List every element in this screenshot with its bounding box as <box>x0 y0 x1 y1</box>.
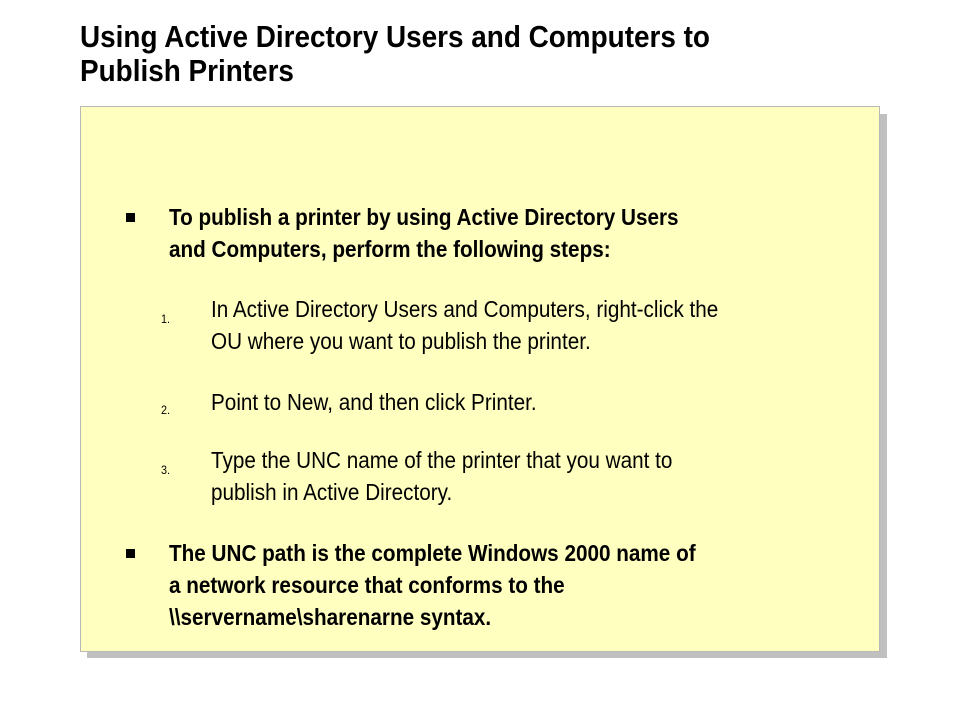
step-3-line-1: Type the UNC name of the printer that you want to <box>211 447 673 473</box>
step-3-line-2: publish in Active Directory. <box>211 479 453 505</box>
slide-title-line-1: Using Active Directory Users and Computers to <box>80 19 710 54</box>
step-1-line-1: In Active Directory Users and Computers, right-click the <box>211 296 719 322</box>
bullet-square-icon <box>126 213 135 222</box>
bullet-2-line-1: The UNC path is the complete Windows 2000 name of <box>169 540 696 566</box>
bullet-1-text <box>169 201 799 265</box>
step-1-text <box>211 293 877 357</box>
bullet-1-line-2: and Computers, perform the following steps: <box>169 236 611 262</box>
content-box <box>80 106 880 652</box>
slide-title <box>80 20 800 88</box>
step-2-line-1: Point to New, and then click Printer. <box>211 389 537 415</box>
step-3-number: 3. <box>161 463 171 477</box>
step-1-number: 1. <box>161 312 171 326</box>
bullet-1-line-1: To publish a printer by using Active Directory Users <box>169 204 679 230</box>
step-1-line-2: OU where you want to publish the printer. <box>211 328 591 354</box>
step-3-text <box>211 444 877 508</box>
bullet-square-icon <box>126 549 135 558</box>
bullet-2-text <box>169 537 799 633</box>
step-2-number: 2. <box>161 403 171 417</box>
bullet-2-line-2: a network resource that conforms to the <box>169 572 565 598</box>
slide-title-line-2: Publish Printers <box>80 53 294 88</box>
bullet-2-line-3: \\servername\sharenarne syntax. <box>169 604 492 630</box>
step-2-text <box>211 386 877 418</box>
